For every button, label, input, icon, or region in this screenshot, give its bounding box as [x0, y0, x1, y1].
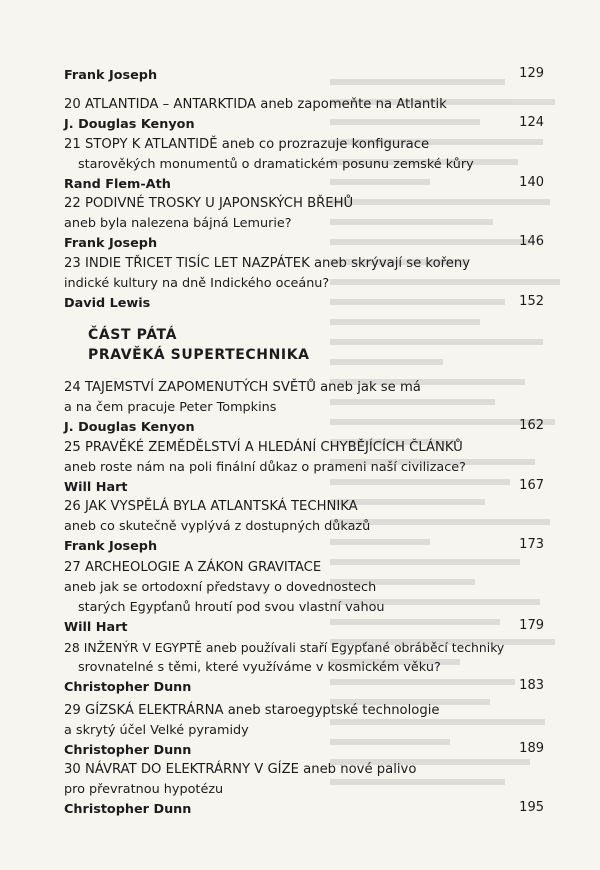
toc-title-line: a na čem pracuje Peter Tompkins	[64, 400, 277, 415]
toc-page-number: 189	[519, 741, 544, 756]
toc-title-line: 22 PODIVNÉ TROSKY U JAPONSKÝCH BŘEHŮ	[64, 196, 354, 211]
toc-author: Frank Joseph	[64, 539, 158, 554]
toc-title-line: 25 PRAVĚKÉ ZEMĚDĚLSTVÍ A HLEDÁNÍ CHYBĚJÍCÍCH ČLÁNKŮ	[64, 440, 463, 455]
toc-title-line: srovnatelné s těmi, které využíváme v kosmickém věku?	[78, 660, 441, 675]
toc-author: David Lewis	[64, 296, 151, 311]
toc-entry[interactable]	[64, 95, 544, 135]
toc-page-number: 124	[519, 115, 544, 130]
toc-title-line: starověkých monumentů o dramatickém posunu zemské kůry	[78, 157, 474, 172]
toc-entry[interactable]	[64, 638, 544, 698]
toc-page-number: 167	[519, 478, 544, 493]
toc-page-number: 179	[519, 618, 544, 633]
toc-entry[interactable]	[64, 254, 544, 314]
toc-title-line: 20 ATLANTIDA – ANTARKTIDA aneb zapomeňte na Atlantik	[64, 97, 447, 112]
toc-page-number: 183	[519, 678, 544, 693]
toc-entry[interactable]	[64, 558, 544, 638]
toc-author: J. Douglas Kenyon	[64, 117, 195, 132]
toc-title-line: aneb byla nalezena bájná Lemurie?	[64, 216, 292, 231]
section-number: ČÁST PÁTÁ	[88, 327, 178, 343]
toc-entry[interactable]	[64, 497, 544, 557]
toc-page-number: 129	[519, 66, 544, 81]
toc-title-line: 28 INŽENÝR V EGYPTĚ aneb používali staří Egypťané obráběcí techniky	[64, 640, 505, 655]
toc-entry[interactable]	[64, 701, 544, 761]
toc-author: Christopher Dunn	[64, 802, 192, 817]
toc-entry[interactable]	[64, 135, 544, 195]
toc-entry[interactable]	[64, 378, 544, 438]
toc-title-line: 26 JAK VYSPĚLÁ BYLA ATLANTSKÁ TECHNIKA	[64, 499, 358, 514]
toc-title-line: pro převratnou hypotézu	[64, 782, 224, 797]
toc-page-number: 162	[519, 418, 544, 433]
toc-title-line: aneb jak se ortodoxní představy o dovednostech	[64, 580, 377, 595]
toc-author: Rand Flem-Ath	[64, 177, 171, 192]
toc-page-number: 140	[519, 175, 544, 190]
toc-page-number: 195	[519, 800, 544, 815]
toc-author: J. Douglas Kenyon	[64, 420, 195, 435]
toc-page-number: 173	[519, 537, 544, 552]
toc-author: Will Hart	[64, 620, 128, 635]
toc-title-line: 29 GÍZSKÁ ELEKTRÁRNA aneb staroegyptské technologie	[64, 703, 440, 718]
toc-title-line: starých Egypťanů hroutí pod svou vlastní vahou	[78, 600, 385, 615]
toc-title-line: aneb roste nám na poli finální důkaz o prameni naší civilizace?	[64, 460, 466, 475]
toc-title-line: a skrytý účel Velké pyramidy	[64, 723, 249, 738]
toc-author: Christopher Dunn	[64, 680, 192, 695]
toc-title-line: 27 ARCHEOLOGIE A ZÁKON GRAVITACE	[64, 560, 322, 575]
toc-title-line: 23 INDIE TŘICET TISÍC LET NAZPÁTEK aneb skrývají se kořeny	[64, 256, 471, 271]
toc-author: Frank Joseph	[64, 236, 158, 251]
toc-title-line: 21 STOPY K ATLANTIDĚ aneb co prozrazuje konfigurace	[64, 137, 430, 152]
toc-author: Christopher Dunn	[64, 743, 192, 758]
toc-entry[interactable]	[64, 194, 544, 254]
toc-author: Will Hart	[64, 480, 128, 495]
section-heading-part-five	[88, 325, 310, 365]
toc-author: Frank Joseph	[64, 68, 158, 83]
toc-entry[interactable]	[64, 66, 544, 86]
toc-title-line: indické kultury na dně Indického oceánu?	[64, 276, 330, 291]
toc-page-number: 152	[519, 294, 544, 309]
toc-title-line: aneb co skutečně vyplývá z dostupných důkazů	[64, 519, 371, 534]
toc-title-line: 30 NÁVRAT DO ELEKTRÁRNY V GÍZE aneb nové palivo	[64, 762, 417, 777]
section-title: PRAVĚKÁ SUPERTECHNIKA	[88, 347, 310, 363]
toc-entry[interactable]	[64, 760, 544, 820]
toc-title-line: 24 TAJEMSTVÍ ZAPOMENUTÝCH SVĚTŮ aneb jak se má	[64, 380, 421, 395]
toc-page-number: 146	[519, 234, 544, 249]
toc-entry[interactable]	[64, 438, 544, 498]
